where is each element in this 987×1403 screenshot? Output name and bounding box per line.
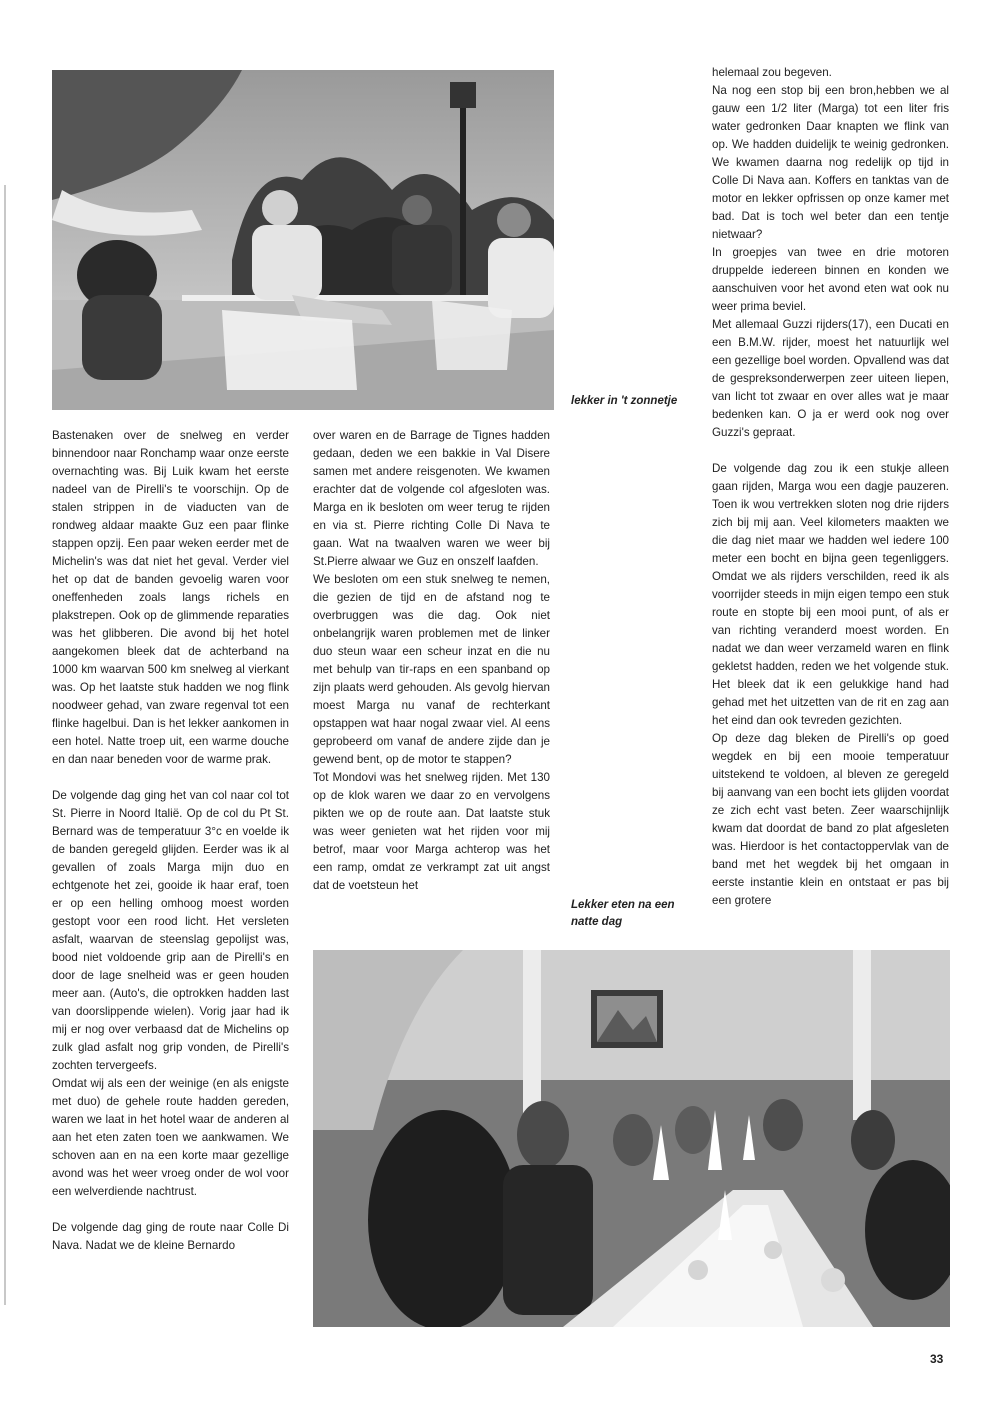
caption-terrace: lekker in 't zonnetje (571, 395, 678, 407)
paragraph: De volgende dag ging het van col naar col tot St. Pierre in Noord Italië. Op de col du Pt St. Bernard was de temperatuur 3°c en voelde ik de banden geregeld glijden. Eerder was ik al gevallen of zoals Marga mijn duo en echtgenote het zei, gooide ik haar eraf, toen er op een helling omhoog moest worden gestopt voor een rood licht. Het versleten asfalt, waarvan de steenslag gepolijst was, bood niet voldoende grip aan de Pirelli's en door de lage snelheid was er geen houden meer aan. (Auto's, die optrokken hadden last van doorslippende wielen). Vorig jaar had ik mij er nog over verbaasd dat de Michelins op zulk glad asfalt nog grip vonden, de Pirelli's zochten tervergeefs. (52, 789, 289, 1072)
page-number: 33 (930, 1352, 944, 1366)
paragraph: Op deze dag bleken de Pirelli's op goed wegdek en bij een mooie temperatuur uitstekend te voldoen, al bleven ze geregeld bij aanvang van een bocht iets glijden voordat ze zich echt vast beten. Zeer waarschijnlijk kwam dat doordat de band zo plat afgesleten was. Hierdoor is het contactoppervlak van de band met het wegdek bij het omgaan in eerste instantie klein en ontstaat er pas bij een grotere (712, 732, 949, 907)
dinner-photo-image (313, 950, 950, 1327)
paragraph: Na nog een stop bij een bron,hebben we al gauw een 1/2 liter (Marga) tot een liter fris water gedronken Daar knapten we flink van op. We hadden duidelijk te weinig gedronken. We kwamen daarna nog redelijk op tijd in Colle Di Nava aan. Koffers en tanktas van de motor en lekker opfrissen op onze kamer met bad. Dat is toch wel beter dan een tentje nietwaar? (712, 84, 949, 241)
text-column-3 (712, 64, 949, 928)
text-column-2 (313, 427, 550, 913)
paragraph: De volgende dag zou ik een stukje alleen gaan rijden, Marga wou een dagje pauzeren. Toen ik wou vertrekken sloten nog drie rijders zich bij mij aan. Veel kilometers maakten we die dag niet maar we hadden wel iedere 100 meter een bocht en bijna geen tegenliggers. Omdat we als rijders verschilden, reed ik als voorrijder steeds in mijn eigen tempo een stuk route en stopte bij een mooi punt, of als er van richting veranderd moest worden. En nadat we dan weer verzameld waren en flink gekletst hadden, reden we het volgende stuk. Het bleek dat ik een gelukkige hand had gehad met het uitzetten van de rit en zag aan het eind dan ook tevreden gezichten. (712, 462, 949, 727)
caption-dinner: Lekker eten na een natte dag (571, 899, 675, 928)
paragraph: Met allemaal Guzzi rijders(17), een Ducati en een B.M.W. rijder, moest het natuurlijk wel een gezellige boel worden. Opvallend was dat de gespreksonderwerpen zeer uiteen liepen, van licht tot zwaar en over alles wat je maar bedenken kan. O ja er werd ook nog over Guzzi's gepraat. (712, 318, 949, 439)
paragraph: Tot Mondovi was het snelweg rijden. Met 130 op de klok waren we daar zo en vervolgens pikten we op de route aan. Dat laatste stuk was weer genieten wat het rijden voor mij betrof, maar voor Marga achterop was het een ramp, omdat ze verkrampt zat uit angst dat de voetsteun het (313, 771, 550, 892)
paragraph: helemaal zou begeven. (712, 66, 832, 79)
paragraph: Omdat wij als een der weinige (en als enigste met duo) de gehele route hadden gereden, waren we laat in het hotel waar de anderen al aan het eten zaten toen we aankwamen. We schoven aan en na een korte maar gezellige avond was het weer vroeg onder de wol voor een welverdiende nachtrust. (52, 1077, 289, 1198)
paragraph: over waren en de Barrage de Tignes hadden gedaan, deden we een bakkie in Val Disere samen met andere reisgenoten. We kwamen erachter dat de volgende col afgesloten was. Marga en ik besloten om weer terug te rijden en via st. Pierre richting Colle Di Nava te gaan. Wat na twaalven waren we weer bij St.Pierre alwaar we Guz en onszelf laafden. (313, 429, 550, 568)
photo-dinner (313, 950, 950, 1327)
paragraph: Bastenaken over de snelweg en verder binnendoor naar Ronchamp waar onze eerste overnachting was. Bij Luik kwam het eerste nadeel van de Pirelli's te voorschijn. Op de stalen strippen in de viaducten van de rondweg aldaar maakte Guz een paar flinke stappen opzij. Een paar weken eerder met de Michelin's was dat niet het geval. Verder viel het op dat de banden gevoelig waren voor oneffenheden zoals langs richels en plakstrepen. Ook op de glimmende reparaties was het glibberen. Die avond bij het hotel aangekomen bleek dat de achterband na 1000 km waarvan 500 km snelweg al vierkant was. Op het laatste stuk hadden we nog flink noodweer gehad, van zware regenval tot een flinke hagelbui. Dan is het lekker aankomen in een hotel. Natte troep uit, een warme douche en dan naar beneden voor de warme prak. (52, 429, 289, 766)
paragraph: In groepjes van twee en drie motoren druppelde iedereen binnen en konden we aanschuiven voor het avond eten wat ook nu weer prima beviel. (712, 246, 949, 313)
left-margin-rule (4, 185, 6, 1305)
paragraph: We besloten om een stuk snelweg te nemen, die gezien de tijd en de afstand nog te overbruggen was die dag. Ook niet onbelangrijk waren problemen met de linker duo steun waar een scheur inzat en die nu met behulp van tir-raps en een spanband op zijn plaats werd gehouden. Als gevolg hiervan moest Marga nu vanaf de rechterkant opstappen wat haar nogal zwaar viel. Al eens geprobeerd om vanaf de andere zijde dan je gewend bent, op de motor te stappen? (313, 573, 550, 766)
terrace-photo-image (52, 70, 554, 410)
photo-terrace (52, 70, 554, 410)
text-column-1 (52, 427, 289, 1273)
paragraph: De volgende dag ging de route naar Colle Di Nava. Nadat we de kleine Bernardo (52, 1221, 289, 1252)
